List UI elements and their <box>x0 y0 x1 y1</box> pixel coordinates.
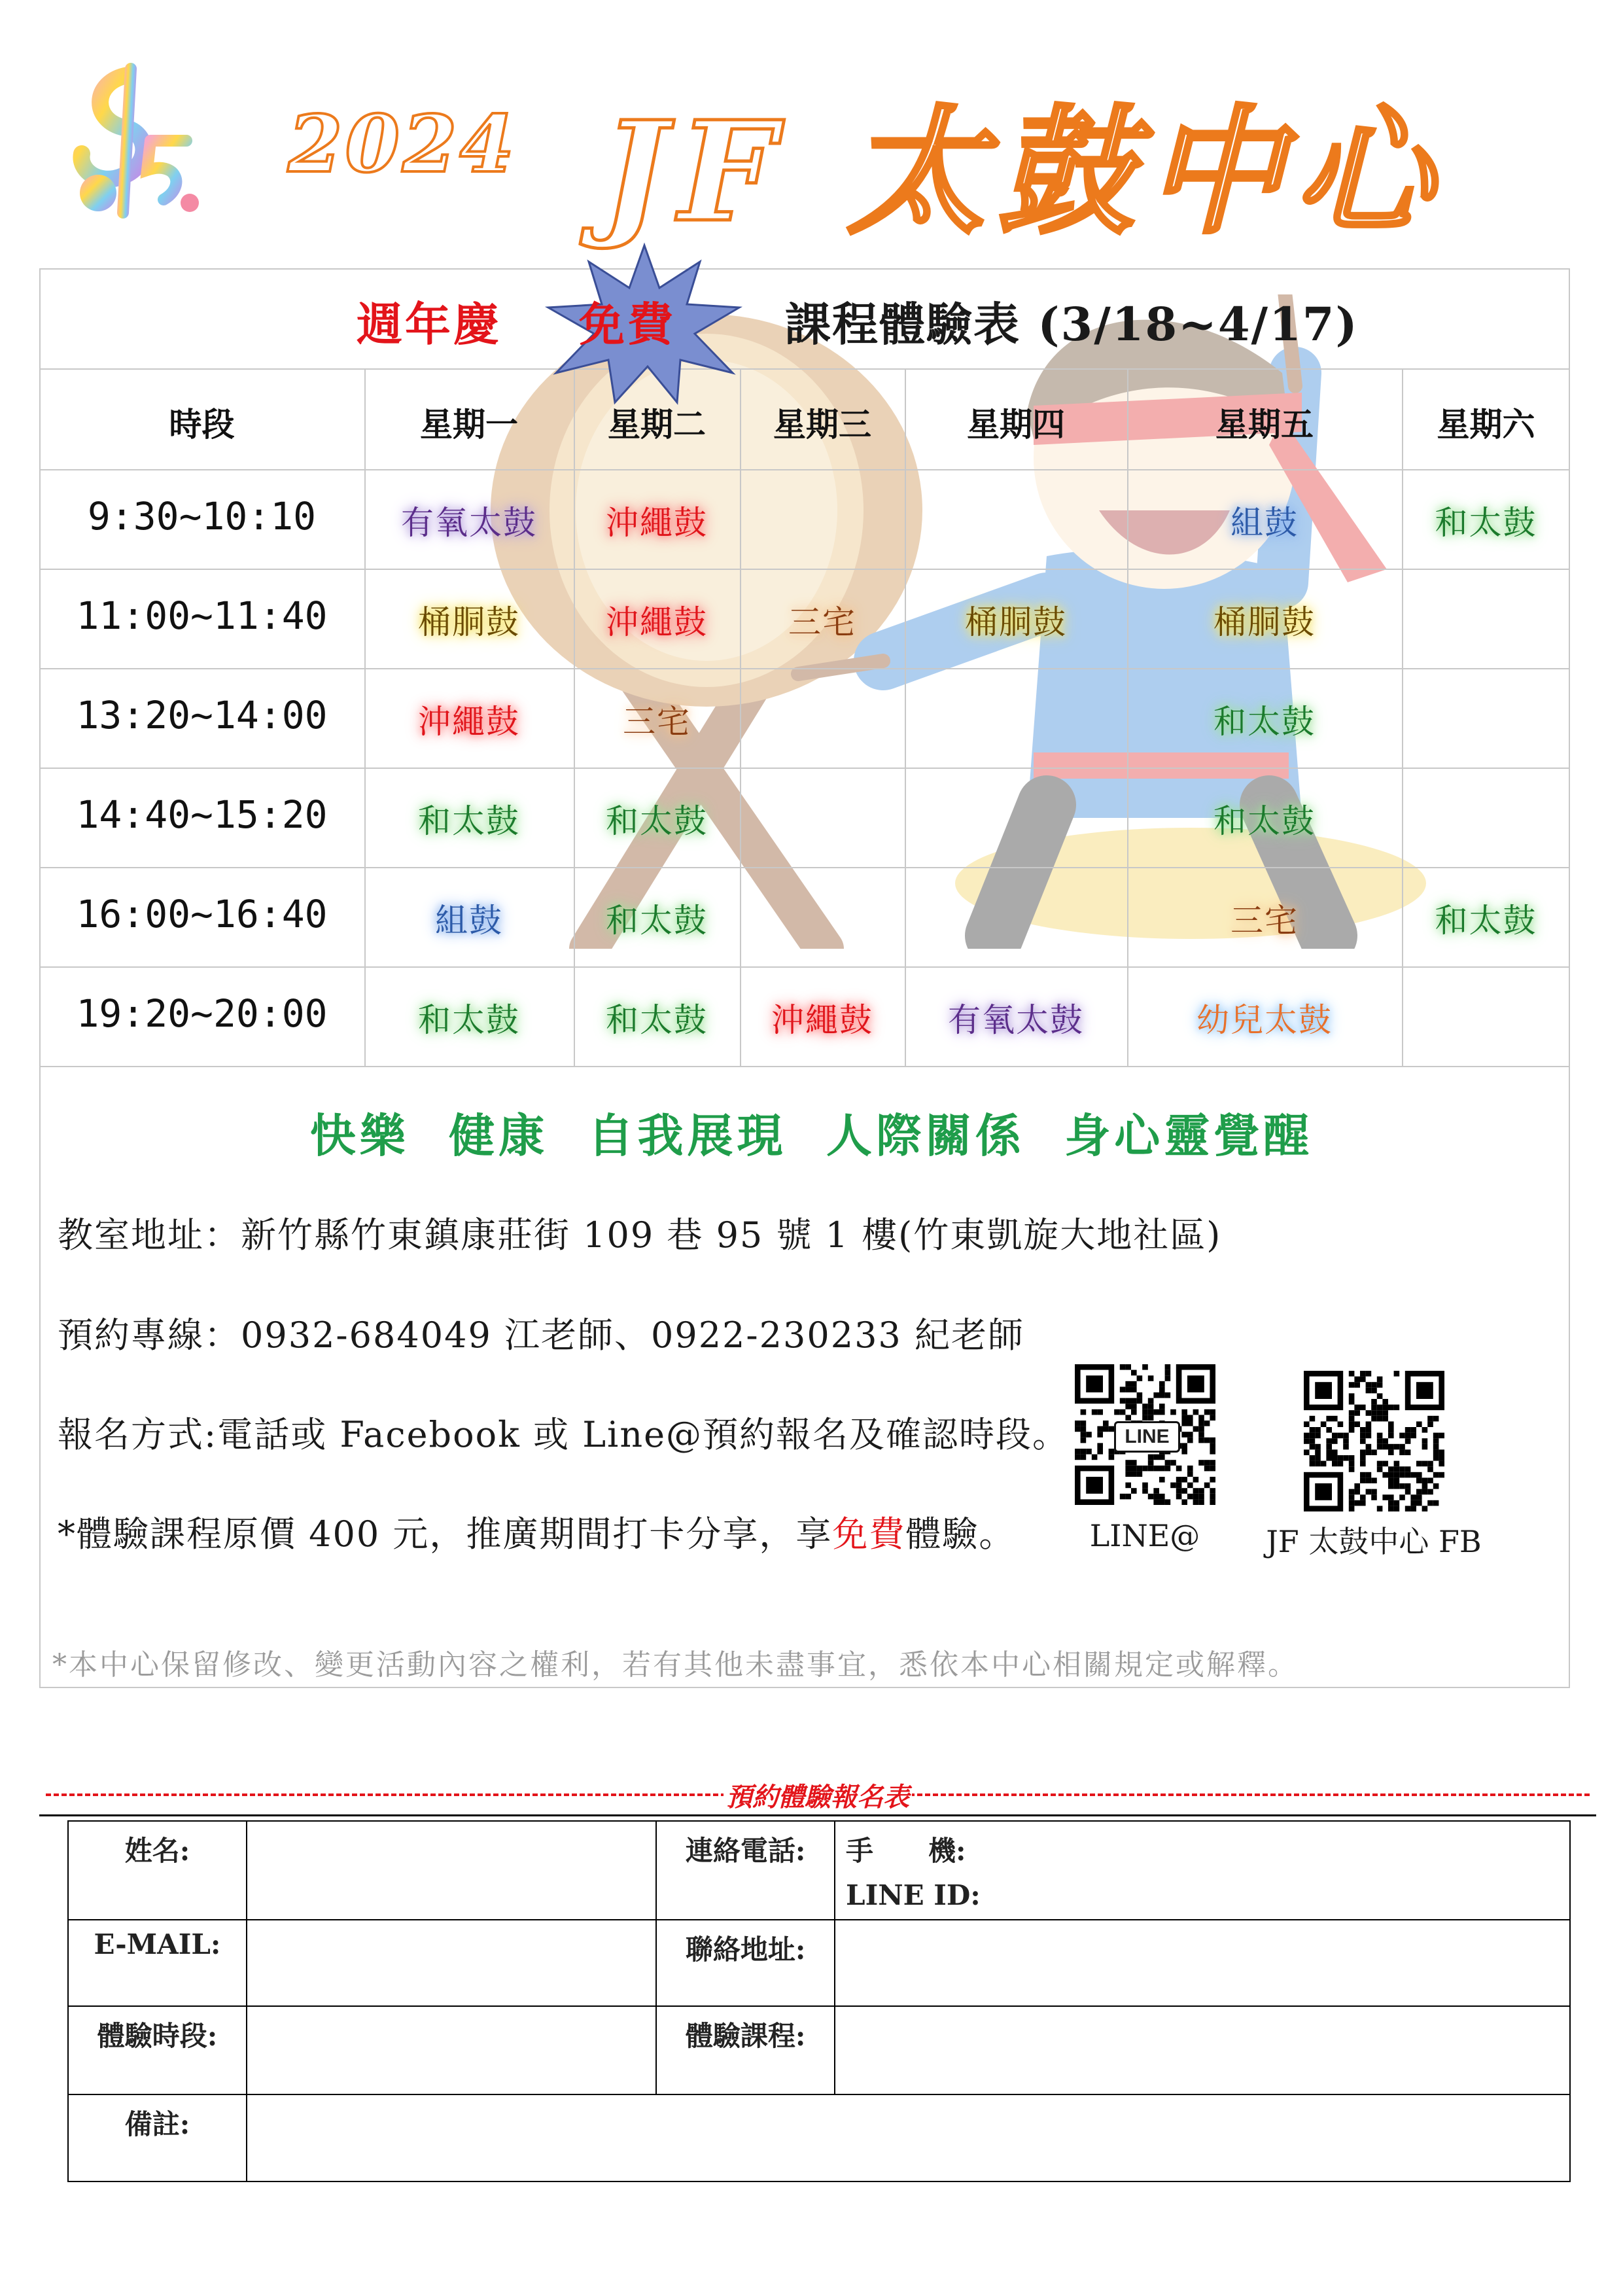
header-brand: JF 太鼓中心 <box>602 91 1444 253</box>
class-entry: 組鼓 <box>1230 504 1299 542</box>
grid-row-divider <box>39 867 1570 868</box>
email-field[interactable] <box>247 1920 656 2006</box>
time-slot: 13:20~14:00 <box>76 693 328 737</box>
address-field[interactable] <box>835 1920 1570 2006</box>
class-entry: 有氧太鼓 <box>401 504 537 542</box>
grid-row-divider <box>39 768 1570 769</box>
class-entry: 沖繩鼓 <box>771 1001 873 1039</box>
free-label: 免費 <box>579 297 676 351</box>
form-section-title: 預約體驗報名表 <box>724 1776 912 1814</box>
email-label: E-MAIL: <box>68 1920 247 2006</box>
remark-field[interactable] <box>247 2094 1570 2181</box>
class-entry: 三宅 <box>788 603 856 641</box>
fb-qr-label: JF 太鼓中心 FB <box>1266 1524 1482 1559</box>
course-label: 體驗課程: <box>656 2006 835 2094</box>
class-entry: 桶胴鼓 <box>418 603 520 641</box>
name-field[interactable] <box>247 1821 656 1920</box>
class-entry: 和太鼓 <box>418 802 520 840</box>
class-entry: 沖繩鼓 <box>606 504 708 542</box>
time-label: 體驗時段: <box>68 2006 247 2094</box>
column-header: 星期三 <box>773 405 871 444</box>
address-label: 聯絡地址: <box>656 1920 835 2006</box>
column-header: 星期四 <box>967 405 1065 444</box>
grid-row-divider <box>39 469 1570 470</box>
price-suffix: 體驗。 <box>905 1513 1016 1555</box>
form-rule <box>39 1814 1596 1816</box>
course-field[interactable] <box>835 2006 1570 2094</box>
column-header: 星期二 <box>608 405 706 444</box>
phone-text: 預約專線：0932-684049 江老師、0922-230233 紀老師 <box>58 1315 1024 1356</box>
class-entry: 沖繩鼓 <box>418 703 520 741</box>
address-text: 教室地址：新竹縣竹東鎮康莊街 109 巷 95 號 1 樓(竹東凱旋大地社區) <box>58 1214 1222 1256</box>
remark-label: 備註: <box>68 2094 247 2181</box>
column-header: 星期五 <box>1215 405 1314 444</box>
phone-field[interactable] <box>835 1821 1570 1920</box>
grid-column-divider <box>1402 370 1403 1066</box>
class-entry: 三宅 <box>1230 902 1299 940</box>
time-slot: 11:00~11:40 <box>76 593 328 638</box>
grid-column-divider <box>574 370 575 1066</box>
grid-column-divider <box>740 370 741 1066</box>
grid-row-divider <box>39 966 1570 968</box>
phone-label: 連絡電話: <box>656 1821 835 1920</box>
class-entry: 和太鼓 <box>606 1001 708 1039</box>
time-slot: 16:00~16:40 <box>76 892 328 936</box>
time-slot: 19:20~20:00 <box>76 991 328 1036</box>
time-slot: 14:40~15:20 <box>76 792 328 837</box>
line-qr-label: LINE@ <box>1089 1518 1200 1553</box>
class-entry: 和太鼓 <box>606 902 708 940</box>
disclaimer: *本中心保留修改、變更活動內容之權利，若有其他未盡事宜，悉依本中心相關規定或解釋。 <box>52 1648 1299 1682</box>
grid-row-divider <box>39 668 1570 669</box>
course-title: 課程體驗表 (3/18~4/17) <box>785 297 1359 351</box>
class-entry: 幼兒太鼓 <box>1196 1001 1333 1039</box>
class-entry: 組鼓 <box>435 902 503 940</box>
class-entry: 三宅 <box>623 703 691 741</box>
signup-text: 報名方式:電話或 Facebook 或 Line@預約報名及確認時段。 <box>58 1414 1070 1455</box>
class-entry: 桶胴鼓 <box>1213 603 1316 641</box>
class-entry: 桶胴鼓 <box>965 603 1067 641</box>
price-free: 免費 <box>832 1513 906 1555</box>
class-entry: 和太鼓 <box>606 802 708 840</box>
column-header: 星期一 <box>420 405 518 444</box>
mobile-label: 手 機: <box>846 1835 966 1867</box>
class-entry: 和太鼓 <box>418 1001 520 1039</box>
name-label: 姓名: <box>68 1821 247 1920</box>
grid-row-divider <box>39 1066 1570 1067</box>
class-entry: 和太鼓 <box>1435 902 1537 940</box>
line-badge: LINE <box>1114 1421 1180 1453</box>
grid-column-divider <box>364 370 366 1066</box>
jf-logo <box>52 62 203 232</box>
anniversary-label: 週年慶 <box>357 297 502 351</box>
class-entry: 和太鼓 <box>1213 703 1316 741</box>
class-entry: 沖繩鼓 <box>606 603 708 641</box>
form-divider <box>46 1776 1590 1816</box>
class-entry: 和太鼓 <box>1213 802 1316 840</box>
grid-column-divider <box>905 370 906 1066</box>
column-header: 星期六 <box>1437 405 1535 444</box>
grid-column-divider <box>1127 370 1128 1066</box>
title-row <box>39 268 1570 370</box>
time-field[interactable] <box>247 2006 656 2094</box>
slogan: 快樂 健康 自我展現 人際關係 身心靈覺醒 <box>309 1108 1314 1163</box>
signup-form <box>67 1820 1571 2182</box>
time-slot: 9:30~10:10 <box>87 494 317 539</box>
price-text <box>58 1506 1015 1557</box>
fb-qr-code[interactable] <box>1304 1371 1444 1511</box>
column-header: 時段 <box>169 405 235 444</box>
line-id-label: LINE ID: <box>846 1879 981 1911</box>
grid-row-divider <box>39 569 1570 570</box>
class-entry: 和太鼓 <box>1435 504 1537 542</box>
price-prefix: *體驗課程原價 400 元，推廣期間打卡分享，享 <box>58 1513 833 1555</box>
header-year: 2024 <box>288 98 517 190</box>
class-entry: 有氧太鼓 <box>948 1001 1084 1039</box>
